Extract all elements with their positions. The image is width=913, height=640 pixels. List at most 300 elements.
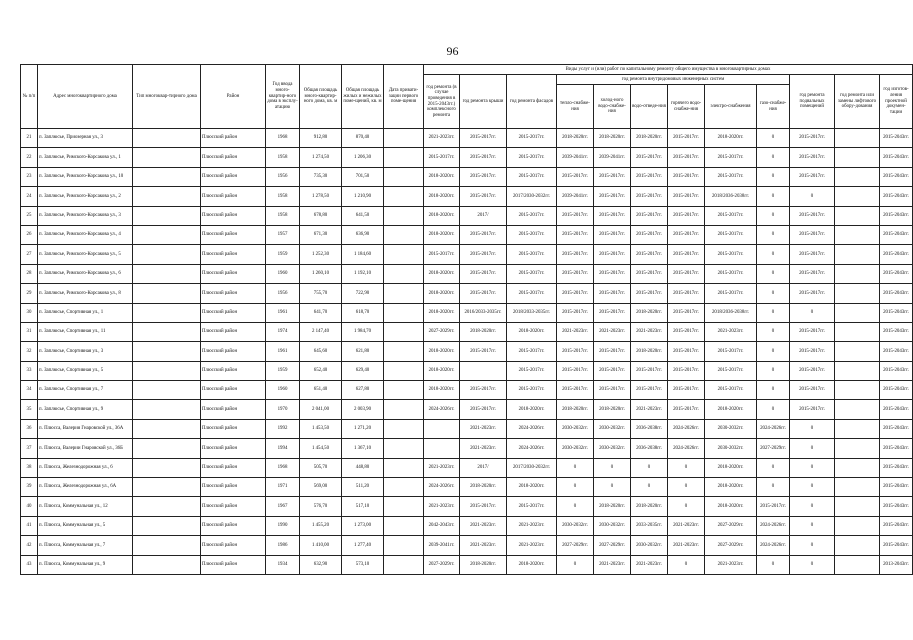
basement-cell: 0 <box>790 303 835 322</box>
hot-water-cell: 2024-2026гг. <box>668 439 705 458</box>
privatization-cell <box>384 167 424 186</box>
roof-cell: 2015-2017гг. <box>460 129 507 148</box>
facade-cell: 2015-2017гг. <box>507 206 557 225</box>
power-cell: 2015-2017гг. <box>705 361 757 380</box>
row-number: 43 <box>21 555 38 574</box>
roof-cell: 2018-2020гг. <box>460 478 507 497</box>
district-cell: Плюсский район <box>201 400 266 419</box>
basement-cell: 0 <box>790 439 835 458</box>
gas-cell: 0 <box>757 555 790 574</box>
district-cell: Плюсский район <box>201 478 266 497</box>
complex-cell <box>424 419 460 438</box>
facade-cell: 2015-2017гг. <box>507 381 557 400</box>
privatization-cell <box>384 206 424 225</box>
power-cell: 2015-2017гг. <box>705 245 757 264</box>
row-number: 33 <box>21 361 38 380</box>
district-cell: Плюсский район <box>201 555 266 574</box>
cold-water-cell: 2015-2017гг. <box>594 284 631 303</box>
header-address: Адрес многоквартирного дома <box>38 65 133 129</box>
total-area-cell: 632,90 <box>300 555 342 574</box>
heat-cell: 2018-2020гг. <box>557 129 594 148</box>
complex-cell: 2018-2020гг. <box>424 187 460 206</box>
hot-water-cell: 2021-2023гг. <box>668 516 705 535</box>
address-cell: п. Заплюсье, Спортивная ул., 1 <box>38 303 133 322</box>
privatization-cell <box>384 419 424 438</box>
complex-cell: 2015-2017гг. <box>424 148 460 167</box>
cold-water-cell: 2015-2017гг. <box>594 303 631 322</box>
row-number: 39 <box>21 478 38 497</box>
roof-cell: 2015-2017гг. <box>460 167 507 186</box>
living-area-cell: 722,90 <box>342 284 384 303</box>
living-area-cell: 2 003,90 <box>342 400 384 419</box>
roof-cell: 2016/2033-2035гг. <box>460 303 507 322</box>
docs-cell: 2015-2043гг. <box>880 303 913 322</box>
living-area-cell: 1 984,70 <box>342 322 384 341</box>
total-area-cell: 1 410,00 <box>300 536 342 555</box>
power-cell: 2018-2020гг. <box>705 400 757 419</box>
hot-water-cell: 2021-2023гг. <box>668 536 705 555</box>
hot-water-cell: 2015-2017гг. <box>668 264 705 283</box>
header-roof: год ремонта крыши <box>460 75 507 129</box>
address-cell: п. Заплюсье, Римского-Корсакова ул., 2 <box>38 187 133 206</box>
type-cell <box>133 555 201 574</box>
type-cell <box>133 303 201 322</box>
header-hot-water: горячего водо-снабже-ния <box>668 85 705 129</box>
facade-cell: 2015-2017гг. <box>507 245 557 264</box>
row-number: 29 <box>21 284 38 303</box>
sewer-cell: 2015-2017гг. <box>631 167 668 186</box>
total-area-cell: 1 454,50 <box>300 439 342 458</box>
district-cell: Плюсский район <box>201 148 266 167</box>
header-lift: год ремонта или замены лифтового обору-дования <box>835 75 880 129</box>
sewer-cell: 2015-2017гг. <box>631 225 668 244</box>
total-area-cell: 755,70 <box>300 284 342 303</box>
type-cell <box>133 497 201 516</box>
basement-cell: 2015-2017гг. <box>790 245 835 264</box>
docs-cell: 2015-2043гг. <box>880 148 913 167</box>
lift-cell <box>835 129 880 148</box>
hot-water-cell: 2015-2017гг. <box>668 303 705 322</box>
docs-cell: 2015-2043гг. <box>880 206 913 225</box>
year-cell: 1968 <box>266 458 300 477</box>
district-cell: Плюсский район <box>201 439 266 458</box>
sewer-cell: 2033-2035гг. <box>631 516 668 535</box>
basement-cell: 2015-2017гг. <box>790 342 835 361</box>
privatization-cell <box>384 361 424 380</box>
sewer-cell: 0 <box>631 458 668 477</box>
lift-cell <box>835 439 880 458</box>
district-cell: Плюсский район <box>201 167 266 186</box>
power-cell: 2027-2029гг. <box>705 516 757 535</box>
table-row <box>21 187 913 206</box>
basement-cell: 0 <box>790 497 835 516</box>
sewer-cell: 2018-2020гг. <box>631 129 668 148</box>
year-cell: 1960 <box>266 381 300 400</box>
district-cell: Плюсский район <box>201 303 266 322</box>
total-area-cell: 651,40 <box>300 381 342 400</box>
lift-cell <box>835 264 880 283</box>
privatization-cell <box>384 555 424 574</box>
header-facade: год ремонта фасадов <box>507 75 557 129</box>
district-cell: Плюсский район <box>201 187 266 206</box>
lift-cell <box>835 342 880 361</box>
roof-cell <box>460 361 507 380</box>
cold-water-cell: 2030-2032гг. <box>594 439 631 458</box>
hot-water-cell: 0 <box>668 458 705 477</box>
living-area-cell: 870,40 <box>342 129 384 148</box>
header-heat: тепло-снабже-ния <box>557 85 594 129</box>
sewer-cell: 2030-2032гг. <box>631 536 668 555</box>
address-cell: п. Заплюсье, Спортивная ул., 9 <box>38 400 133 419</box>
type-cell <box>133 264 201 283</box>
table-row <box>21 167 913 186</box>
facade-cell: 2015-2017гг. <box>507 129 557 148</box>
privatization-cell <box>384 439 424 458</box>
type-cell <box>133 148 201 167</box>
complex-cell: 2021-2023гг. <box>424 129 460 148</box>
basement-cell: 0 <box>790 516 835 535</box>
heat-cell: 0 <box>557 478 594 497</box>
sewer-cell: 2015-2017гг. <box>631 148 668 167</box>
heat-cell: 0 <box>557 497 594 516</box>
gas-cell: 0 <box>757 303 790 322</box>
facade-cell: 2024-2026гг. <box>507 439 557 458</box>
row-number: 25 <box>21 206 38 225</box>
living-area-cell: 511,20 <box>342 478 384 497</box>
address-cell: п. Заплюсье, Спортивная ул., 5 <box>38 361 133 380</box>
docs-cell: 2015-2043гг. <box>880 439 913 458</box>
row-number: 23 <box>21 167 38 186</box>
lift-cell <box>835 419 880 438</box>
docs-cell: 2015-2043гг. <box>880 458 913 477</box>
gas-cell: 0 <box>757 400 790 419</box>
address-cell: п. Заплюсье, Спортивная ул., 3 <box>38 342 133 361</box>
total-area-cell: 2 147,40 <box>300 322 342 341</box>
power-cell: 2018/2036-2038гг. <box>705 303 757 322</box>
power-cell: 2015-2017гг. <box>705 342 757 361</box>
gas-cell: 2027-2029гг. <box>757 439 790 458</box>
gas-cell: 0 <box>757 381 790 400</box>
type-cell <box>133 536 201 555</box>
total-area-cell: 2 041,00 <box>300 400 342 419</box>
address-cell: п. Плюсса, Коммунальная ул., 5 <box>38 516 133 535</box>
living-area-cell: 641,50 <box>342 206 384 225</box>
sewer-cell: 2036-2038гг. <box>631 419 668 438</box>
table-row <box>21 245 913 264</box>
cold-water-cell: 2027-2029гг. <box>594 536 631 555</box>
power-cell: 2015-2017гг. <box>705 381 757 400</box>
facade-cell: 2018-2020гг. <box>507 400 557 419</box>
cold-water-cell: 2030-2032гг. <box>594 516 631 535</box>
gas-cell: 0 <box>757 361 790 380</box>
docs-cell: 2015-2043гг. <box>880 322 913 341</box>
privatization-cell <box>384 303 424 322</box>
header-gas: газо-снабже-ния <box>757 85 790 129</box>
district-cell: Плюсский район <box>201 419 266 438</box>
living-area-cell: 621,80 <box>342 342 384 361</box>
row-number: 22 <box>21 148 38 167</box>
table-row <box>21 225 913 244</box>
complex-cell: 2018-2020гг. <box>424 381 460 400</box>
heat-cell: 2039-2041гг. <box>557 148 594 167</box>
lift-cell <box>835 206 880 225</box>
total-area-cell: 652,40 <box>300 361 342 380</box>
type-cell <box>133 400 201 419</box>
total-area-cell: 1 274,50 <box>300 148 342 167</box>
complex-cell: 2042-2043гг. <box>424 516 460 535</box>
hot-water-cell: 2015-2017гг. <box>668 148 705 167</box>
year-cell: 1971 <box>266 478 300 497</box>
sewer-cell: 2018-2020гг. <box>631 342 668 361</box>
power-cell: 2015-2017гг. <box>705 284 757 303</box>
cold-water-cell: 2015-2017гг. <box>594 264 631 283</box>
living-area-cell: 636,90 <box>342 225 384 244</box>
lift-cell <box>835 284 880 303</box>
table-row <box>21 400 913 419</box>
total-area-cell: 735,30 <box>300 167 342 186</box>
lift-cell <box>835 458 880 477</box>
heat-cell: 2030-2032гг. <box>557 516 594 535</box>
year-cell: 1967 <box>266 497 300 516</box>
type-cell <box>133 516 201 535</box>
district-cell: Плюсский район <box>201 322 266 341</box>
privatization-cell <box>384 264 424 283</box>
gas-cell: 0 <box>757 478 790 497</box>
address-cell: п. Плюсса, Коммунальная ул., 12 <box>38 497 133 516</box>
lift-cell <box>835 555 880 574</box>
year-cell: 1968 <box>266 129 300 148</box>
type-cell <box>133 419 201 438</box>
row-number: 40 <box>21 497 38 516</box>
facade-cell: 2015-2017гг. <box>507 497 557 516</box>
roof-cell: 2015-2017гг. <box>460 400 507 419</box>
sewer-cell: 2015-2017гг. <box>631 187 668 206</box>
basement-cell: 2015-2017гг. <box>790 148 835 167</box>
total-area-cell: 505,70 <box>300 458 342 477</box>
privatization-cell <box>384 536 424 555</box>
total-area-cell: 1 252,30 <box>300 245 342 264</box>
heat-cell: 2015-2017гг. <box>557 342 594 361</box>
hot-water-cell: 0 <box>668 497 705 516</box>
district-cell: Плюсский район <box>201 342 266 361</box>
hot-water-cell: 2015-2017гг. <box>668 284 705 303</box>
facade-cell: 2017/2030-2032гг. <box>507 187 557 206</box>
year-cell: 1990 <box>266 516 300 535</box>
table-row <box>21 419 913 438</box>
complex-cell: 2018-2020гг. <box>424 206 460 225</box>
district-cell: Плюсский район <box>201 225 266 244</box>
row-number: 37 <box>21 439 38 458</box>
docs-cell: 2015-2043гг. <box>880 361 913 380</box>
heat-cell: 2015-2017гг. <box>557 361 594 380</box>
basement-cell: 2015-2017гг. <box>790 400 835 419</box>
complex-cell: 2021-2023гг. <box>424 497 460 516</box>
docs-cell: 2015-2043гг. <box>880 400 913 419</box>
year-cell: 1956 <box>266 167 300 186</box>
living-area-cell: 1 273,00 <box>342 516 384 535</box>
lift-cell <box>835 187 880 206</box>
row-number: 34 <box>21 381 38 400</box>
docs-cell: 2015-2043гг. <box>880 129 913 148</box>
year-cell: 1959 <box>266 361 300 380</box>
roof-cell: 2017/ <box>460 458 507 477</box>
table-row <box>21 516 913 535</box>
table-row <box>21 536 913 555</box>
roof-cell: 2015-2017гг. <box>460 342 507 361</box>
living-area-cell: 701,50 <box>342 167 384 186</box>
address-cell: п. Заплюсье, Римского-Корсакова ул., 5 <box>38 245 133 264</box>
roof-cell: 2015-2017гг. <box>460 225 507 244</box>
facade-cell: 2021-2023гг. <box>507 516 557 535</box>
privatization-cell <box>384 497 424 516</box>
living-area-cell: 1 367,10 <box>342 439 384 458</box>
type-cell <box>133 187 201 206</box>
gas-cell: 0 <box>757 225 790 244</box>
living-area-cell: 517,10 <box>342 497 384 516</box>
power-cell: 2015-2017гг. <box>705 206 757 225</box>
table-row <box>21 129 913 148</box>
heat-cell: 2039-2041гг. <box>557 187 594 206</box>
total-area-cell: 912,80 <box>300 129 342 148</box>
year-cell: 1958 <box>266 148 300 167</box>
sewer-cell: 2015-2017гг. <box>631 245 668 264</box>
complex-cell: 2039-2041гг. <box>424 536 460 555</box>
roof-cell: 2021-2023гг. <box>460 516 507 535</box>
header-num: № п/п <box>21 65 38 129</box>
living-area-cell: 1 206,30 <box>342 148 384 167</box>
heat-cell: 2015-2017гг. <box>557 381 594 400</box>
total-area-cell: 1 260,10 <box>300 264 342 283</box>
row-number: 21 <box>21 129 38 148</box>
sewer-cell: 2015-2017гг. <box>631 264 668 283</box>
cold-water-cell: 2018-2020гг. <box>594 497 631 516</box>
district-cell: Плюсский район <box>201 245 266 264</box>
header-systems-group: год ремонта внутридомовых инженерных систем <box>557 75 790 85</box>
hot-water-cell: 0 <box>668 478 705 497</box>
header-living-area: Общая площадь жилых и нежилых поме-щений, кв. м <box>342 65 384 129</box>
gas-cell: 0 <box>757 129 790 148</box>
docs-cell: 2015-2043гг. <box>880 381 913 400</box>
row-number: 36 <box>21 419 38 438</box>
hot-water-cell: 2015-2017гг. <box>668 225 705 244</box>
sewer-cell: 2015-2017гг. <box>631 206 668 225</box>
cold-water-cell: 2015-2017гг. <box>594 361 631 380</box>
power-cell: 2015-2017гг. <box>705 167 757 186</box>
district-cell: Плюсский район <box>201 206 266 225</box>
total-area-cell: 576,70 <box>300 497 342 516</box>
complex-cell: 2027-2029гг. <box>424 555 460 574</box>
address-cell: п. Заплюсье, Римского-Корсакова ул., 4 <box>38 225 133 244</box>
basement-cell: 2015-2017гг. <box>790 361 835 380</box>
basement-cell: 0 <box>790 536 835 555</box>
complex-cell: 2018-2020гг. <box>424 225 460 244</box>
address-cell: п. Заплюсье, Римского-Корсакова ул., 3 <box>38 206 133 225</box>
gas-cell: 0 <box>757 322 790 341</box>
heat-cell: 2015-2017гг. <box>557 167 594 186</box>
year-cell: 1959 <box>266 245 300 264</box>
docs-cell: 2015-2043гг. <box>880 264 913 283</box>
lift-cell <box>835 400 880 419</box>
hot-water-cell: 2015-2017гг. <box>668 187 705 206</box>
lift-cell <box>835 322 880 341</box>
district-cell: Плюсский район <box>201 497 266 516</box>
power-cell: 2018-2020гг. <box>705 497 757 516</box>
power-cell: 2018-2020гг. <box>705 458 757 477</box>
sewer-cell: 2021-2023гг. <box>631 555 668 574</box>
basement-cell: 2015-2017гг. <box>790 225 835 244</box>
sewer-cell: 0 <box>631 478 668 497</box>
district-cell: Плюсский район <box>201 129 266 148</box>
hot-water-cell: 2015-2017гг. <box>668 322 705 341</box>
sewer-cell: 2015-2017гг. <box>631 381 668 400</box>
heat-cell: 2030-2032гг. <box>557 439 594 458</box>
basement-cell: 0 <box>790 187 835 206</box>
facade-cell: 2015-2017гг. <box>507 225 557 244</box>
complex-cell: 2024-2026гг. <box>424 400 460 419</box>
power-cell: 2018-2020гг. <box>705 478 757 497</box>
basement-cell: 0 <box>790 458 835 477</box>
year-cell: 1994 <box>266 439 300 458</box>
table-row <box>21 148 913 167</box>
row-number: 32 <box>21 342 38 361</box>
address-cell: п. Плюсса, Железнодорожная ул., 6 <box>38 458 133 477</box>
district-cell: Плюсский район <box>201 516 266 535</box>
hot-water-cell: 0 <box>668 555 705 574</box>
gas-cell: 0 <box>757 284 790 303</box>
power-cell: 2015-2017гг. <box>705 225 757 244</box>
basement-cell: 2015-2017гг. <box>790 167 835 186</box>
capital-repair-table <box>20 64 909 575</box>
hot-water-cell: 2015-2017гг. <box>668 245 705 264</box>
table-row <box>21 342 913 361</box>
basement-cell: 0 <box>790 419 835 438</box>
cold-water-cell: 2021-2023гг. <box>594 555 631 574</box>
sewer-cell: 2015-2017гг. <box>631 284 668 303</box>
hot-water-cell: 2015-2017гг. <box>668 167 705 186</box>
table-row <box>21 303 913 322</box>
total-area-cell: 569,00 <box>300 478 342 497</box>
facade-cell: 2015-2017гг. <box>507 342 557 361</box>
cold-water-cell: 2015-2017гг. <box>594 187 631 206</box>
row-number: 26 <box>21 225 38 244</box>
row-number: 42 <box>21 536 38 555</box>
total-area-cell: 1 455,20 <box>300 516 342 535</box>
table-row <box>21 381 913 400</box>
total-area-cell: 645,60 <box>300 342 342 361</box>
power-cell: 2021-2023гг. <box>705 555 757 574</box>
header-works-group: Виды услуг и (или) работ по капитальному ремонту общего имущества в многоквартирных домах <box>424 65 913 75</box>
facade-cell: 2015-2017гг. <box>507 148 557 167</box>
heat-cell: 2030-2032гг. <box>557 419 594 438</box>
gas-cell: 0 <box>757 245 790 264</box>
heat-cell: 2021-2023гг. <box>557 322 594 341</box>
facade-cell: 2024-2026гг. <box>507 419 557 438</box>
facade-cell: 2015-2017гг. <box>507 167 557 186</box>
roof-cell: 2017/ <box>460 206 507 225</box>
row-number: 27 <box>21 245 38 264</box>
heat-cell: 2015-2017гг. <box>557 284 594 303</box>
header-docs: год изготов-ления проектной докумен-тации <box>880 75 913 129</box>
address-cell: п. Плюсса, Валерия Гнаровской ул., 36А <box>38 419 133 438</box>
roof-cell: 2021-2023гг. <box>460 536 507 555</box>
power-cell: 2027-2029гг. <box>705 536 757 555</box>
roof-cell: 2015-2017гг. <box>460 284 507 303</box>
docs-cell: 2015-2043гг. <box>880 497 913 516</box>
facade-cell: 2018-2020гг. <box>507 478 557 497</box>
year-cell: 1960 <box>266 264 300 283</box>
type-cell <box>133 458 201 477</box>
type-cell <box>133 245 201 264</box>
